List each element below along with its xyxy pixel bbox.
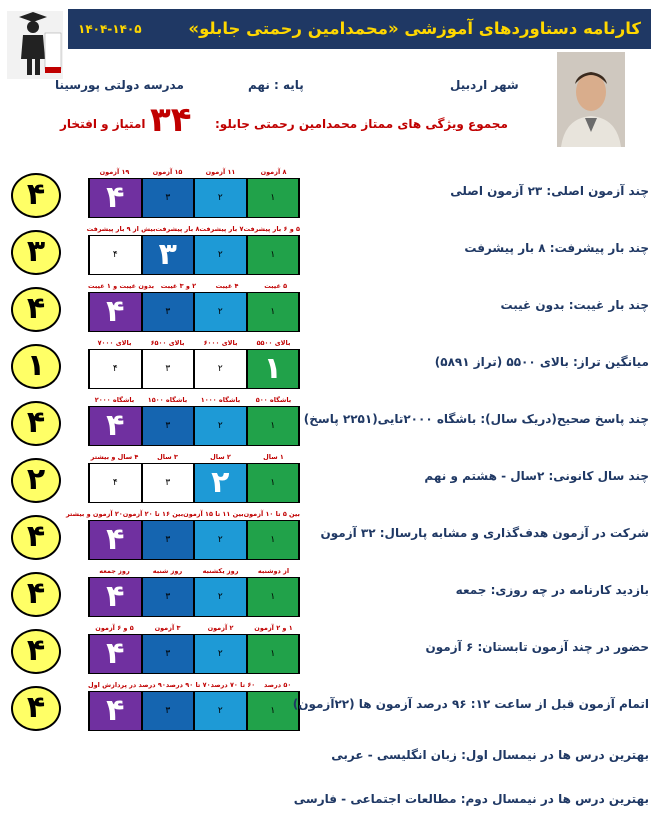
level-box: ۲ (194, 179, 247, 217)
level-box: ۱ (247, 521, 300, 559)
level-boxes (88, 235, 300, 275)
level-labels (88, 622, 300, 634)
level-label: بین ۱۶ تا ۲۰ آزمون (122, 510, 184, 518)
achievement-row (0, 280, 659, 337)
level-box: ۱ (247, 464, 300, 502)
level-boxes (88, 349, 300, 389)
level-box: ۴ (89, 521, 142, 559)
level-label: بالای ۵۵۰۰ (256, 339, 291, 347)
student-photo (557, 52, 625, 147)
score-circle: ۳ (11, 230, 61, 275)
achievement-row (0, 622, 659, 679)
level-box: ۲ (194, 692, 247, 730)
collection-label: مجموع ویژگی های ممتاز محمدامین رحمتی جابلو: (215, 117, 508, 131)
achievement-row (0, 565, 659, 622)
level-boxes (88, 406, 300, 446)
level-box: ۴ (89, 350, 142, 388)
level-label: بین ۵ تا ۱۰ آزمون (243, 510, 300, 518)
level-box: ۱ (247, 635, 300, 673)
level-box: ۳ (142, 464, 195, 502)
level-box: ۲ (194, 521, 247, 559)
level-boxes (88, 577, 300, 617)
level-box: ۴ (89, 464, 142, 502)
level-label: ۳ سال (157, 453, 178, 461)
level-box: ۳ (142, 407, 195, 445)
level-label: ۱ سال (263, 453, 284, 461)
achievement-row (0, 394, 659, 451)
total-score: ۳۴ (150, 100, 192, 140)
city-label: شهر اردبیل (450, 78, 519, 92)
achievement-description: اتمام آزمون قبل از ساعت ۱۲: ۹۶ درصد آزمون ها (۲۲آزمون) (292, 697, 649, 711)
level-box: ۲ (194, 407, 247, 445)
level-label: ۴ غیبت (215, 282, 239, 290)
level-box: ۳ (142, 521, 195, 559)
level-boxes (88, 691, 300, 731)
best-subjects-first: بهترین درس ها در نیمسال اول: زبان انگلیسی - عربی (331, 748, 649, 762)
school-label: مدرسه دولتی پورسینا (55, 78, 184, 92)
level-label: از دوشنبه (257, 567, 290, 575)
achievement-description: چند سال کانونی: ۲سال - هشتم و نهم (424, 469, 649, 483)
achievement-description: چند بار غیبت: بدون غیبت (500, 298, 649, 312)
level-labels (88, 223, 300, 235)
score-circle: ۴ (11, 173, 61, 218)
page-title: کارنامه دستاوردهای آموزشی «محمدامین رحمتی جابلو» (188, 19, 641, 38)
level-boxes (88, 463, 300, 503)
level-label: بیش از ۹ بار پیشرفت (86, 225, 156, 233)
level-label: باشگاه ۱۵۰۰ (147, 396, 188, 404)
score-circle: ۴ (11, 515, 61, 560)
level-box: ۴ (89, 179, 142, 217)
level-box: ۳ (142, 635, 195, 673)
level-box: ۲ (194, 464, 247, 502)
level-label: ۹۰ درصد در پردازش اول (87, 681, 166, 689)
level-box: ۴ (89, 692, 142, 730)
level-label: بین ۱۱ تا ۱۵ آزمون (183, 510, 244, 518)
achievement-row (0, 679, 659, 736)
level-boxes (88, 634, 300, 674)
level-box: ۲ (194, 635, 247, 673)
achievement-row (0, 451, 659, 508)
level-label: ۵ و ۶ آزمون (95, 624, 134, 632)
level-label: بالای ۷۰۰۰ (97, 339, 132, 347)
level-label: ۵۰ درصد (263, 681, 292, 689)
level-label: ۲ آزمون (207, 624, 234, 632)
level-label: ۸ بار پیشرفت (155, 225, 200, 233)
level-label: باشگاه ۵۰۰ (255, 396, 292, 404)
score-circle: ۲ (11, 458, 61, 503)
level-box: ۳ (142, 236, 195, 274)
achievement-row (0, 166, 659, 223)
level-boxes (88, 520, 300, 560)
achievement-description: میانگین تراز: بالای ۵۵۰۰ (تراز ۵۸۹۱) (434, 355, 649, 369)
level-box: ۲ (194, 350, 247, 388)
level-label: ۱۵ آزمون (152, 168, 183, 176)
level-label: روز شنبه (152, 567, 183, 575)
level-label: ۸ آزمون (260, 168, 287, 176)
level-box: ۱ (247, 692, 300, 730)
level-label: بالای ۶۵۰۰ (150, 339, 185, 347)
level-label: ۵ و ۶ بار پیشرفت (243, 225, 300, 233)
level-label: بدون غیبت و ۱ غیبت (88, 282, 155, 290)
level-labels (65, 508, 300, 520)
grade-label: پایه : نهم (248, 78, 304, 92)
level-label: ۲۰ آزمون و بیشتر (65, 510, 123, 518)
level-box: ۲ (194, 578, 247, 616)
score-circle: ۴ (11, 686, 61, 731)
achievement-row (0, 508, 659, 565)
level-label: ۱ و ۲ آزمون (254, 624, 293, 632)
level-box: ۱ (247, 236, 300, 274)
score-circle: ۴ (11, 287, 61, 332)
best-subjects-second: بهترین درس ها در نیمسال دوم: مطالعات اجتماعی - فارسی (293, 792, 649, 806)
level-box: ۳ (142, 350, 195, 388)
level-labels (88, 679, 300, 691)
level-box: ۱ (247, 578, 300, 616)
level-label: باشگاه ۱۰۰۰ (200, 396, 241, 404)
level-label: روز یکشنبه (202, 567, 239, 575)
level-label: ۷ بار پیشرفت (199, 225, 244, 233)
achievement-description: چند پاسخ صحیح(دریک سال): باشگاه ۲۰۰۰تایی(۲۲۵۱ پاسخ) (303, 412, 649, 426)
level-label: ۴ سال و بیشتر (90, 453, 139, 461)
level-box: ۴ (89, 578, 142, 616)
level-box: ۲ (194, 236, 247, 274)
score-circle: ۴ (11, 572, 61, 617)
level-box: ۱ (247, 350, 300, 388)
score-circle: ۱ (11, 344, 61, 389)
score-label: امتیاز و افتخار (60, 117, 146, 131)
level-box: ۱ (247, 179, 300, 217)
level-label: ۷۰ تا ۹۰ درصد (165, 681, 211, 689)
level-boxes (88, 178, 300, 218)
level-label: روز جمعه (99, 567, 130, 575)
header-year: ۱۴۰۴-۱۴۰۵ (78, 22, 142, 36)
level-box: ۳ (142, 692, 195, 730)
level-labels (88, 337, 300, 349)
level-labels (88, 394, 300, 406)
level-label: ۱۱ آزمون (205, 168, 236, 176)
level-labels (88, 565, 300, 577)
level-box: ۳ (142, 578, 195, 616)
header-bar (68, 9, 651, 49)
score-circle: ۴ (11, 629, 61, 674)
level-labels (88, 451, 300, 463)
achievement-description: چند بار پیشرفت: ۸ بار پیشرفت (464, 241, 649, 255)
level-box: ۴ (89, 293, 142, 331)
level-box: ۲ (194, 293, 247, 331)
level-box: ۳ (142, 293, 195, 331)
level-box: ۱ (247, 293, 300, 331)
level-boxes (88, 292, 300, 332)
level-label: ۲ و ۳ غیبت (160, 282, 197, 290)
level-label: ۱۹ آزمون (99, 168, 130, 176)
level-box: ۴ (89, 236, 142, 274)
level-label: ۶۰ تا ۷۰ درصد (210, 681, 256, 689)
level-label: ۵ غیبت (264, 282, 288, 290)
achievement-description: شرکت در آزمون هدف‌گذاری و مشابه پارسال: ۳۲ آزمون (320, 526, 649, 540)
graduate-logo-icon (5, 9, 65, 81)
level-box: ۴ (89, 407, 142, 445)
level-label: باشگاه ۲۰۰۰ (94, 396, 135, 404)
level-label: ۳ آزمون (154, 624, 181, 632)
level-label: ۲ سال (210, 453, 231, 461)
score-circle: ۴ (11, 401, 61, 446)
achievement-row (0, 223, 659, 280)
level-label: بالای ۶۰۰۰ (203, 339, 238, 347)
achievement-description: چند آزمون اصلی: ۲۳ آزمون اصلی (450, 184, 649, 198)
level-labels (88, 166, 300, 178)
level-box: ۴ (89, 635, 142, 673)
level-box: ۳ (142, 179, 195, 217)
level-labels (88, 280, 300, 292)
achievement-description: حضور در چند آزمون تابستان: ۶ آزمون (425, 640, 649, 654)
achievement-description: بازدید کارنامه در چه روزی: جمعه (455, 583, 649, 597)
achievement-row (0, 337, 659, 394)
level-box: ۱ (247, 407, 300, 445)
